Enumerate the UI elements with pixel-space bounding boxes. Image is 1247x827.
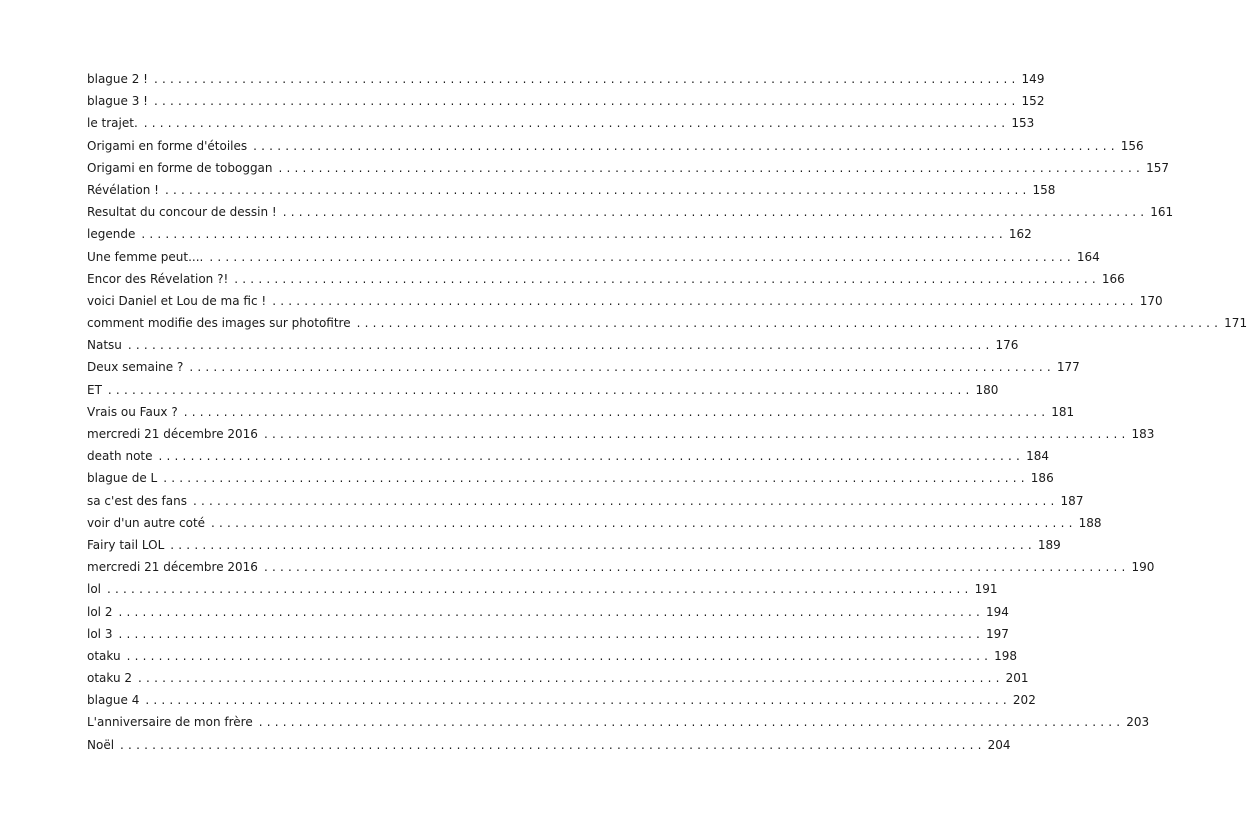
toc-entry-page-number: 171	[1224, 316, 1247, 331]
toc-entry-title: Vrais ou Faux ?	[87, 404, 178, 419]
toc-entry-page-number: 162	[1008, 227, 1032, 242]
toc-entry-title: blague de L	[87, 471, 158, 486]
toc-dot-leader: ............................................................................................................	[263, 427, 1130, 441]
toc-entry-page-number: 176	[995, 338, 1019, 353]
toc-entry-title: le trajet.	[87, 116, 138, 131]
toc-entry-page-number: 198	[994, 648, 1018, 663]
toc-entry-page-number: 158	[1032, 182, 1056, 197]
toc-entry-title: L'anniversaire de mon frère	[87, 715, 253, 730]
toc-entry-page-number: 197	[986, 626, 1009, 641]
toc-entry-page-number: 170	[1139, 293, 1163, 308]
toc-entry[interactable]	[87, 290, 1163, 312]
toc-entry-title: blague 4	[87, 693, 140, 708]
toc-dot-leader: ............................................................................................................	[170, 537, 1036, 552]
toc-dot-leader: ............................................................................................................	[211, 515, 1077, 530]
toc-entry-page-number: 157	[1146, 160, 1169, 175]
toc-dot-leader: ............................................................................................................	[138, 671, 1004, 686]
toc-dot-leader: ............................................................................................................	[356, 316, 1223, 331]
toc-dot-leader: ............................................................................................................	[189, 360, 1055, 375]
toc-entry-title: death note	[87, 449, 153, 464]
toc-dot-leader: ............................................................................................................	[126, 648, 993, 663]
toc-entry-title: legende	[87, 227, 136, 242]
toc-entry-title: mercredi 21 décembre 2016	[87, 427, 258, 441]
toc-entry-page-number: 149	[1021, 72, 1045, 86]
toc-entry[interactable]	[87, 623, 1009, 645]
toc-dot-leader: ............................................................................................................	[158, 449, 1025, 464]
toc-entry-title: Natsu	[87, 338, 122, 353]
toc-entry-page-number: 186	[1030, 471, 1054, 486]
toc-entry-page-number: 191	[974, 582, 998, 597]
toc-dot-leader: ............................................................................................................	[141, 227, 1007, 242]
toc-dot-leader: ............................................................................................................	[164, 182, 1031, 197]
toc-entry-title: Origami en forme d'étoiles	[87, 138, 248, 153]
toc-entry-page-number: 187	[1060, 493, 1084, 508]
toc-entry-title: sa c'est des fans	[87, 493, 187, 508]
toc-entry-title: lol 3	[87, 626, 113, 641]
toc-entry[interactable]	[87, 689, 1036, 711]
toc-entry[interactable]	[87, 268, 1125, 290]
toc-entry-page-number: 177	[1056, 360, 1080, 375]
toc-entry-page-number: 183	[1131, 427, 1155, 441]
toc-entry[interactable]	[87, 734, 1011, 756]
toc-entry-page-number: 156	[1120, 138, 1144, 153]
toc-dot-leader: ............................................................................................................	[263, 560, 1130, 575]
toc-dot-leader: ............................................................................................................	[118, 604, 985, 619]
toc-entry[interactable]	[87, 645, 1018, 667]
toc-dot-leader: ............................................................................................................	[145, 693, 1011, 708]
toc-entry-page-number: 164	[1076, 249, 1100, 264]
toc-entry[interactable]	[87, 135, 1144, 157]
toc-entry-title: otaku 2	[87, 671, 133, 686]
toc-entry[interactable]	[87, 445, 1049, 467]
toc-entry[interactable]	[87, 312, 1247, 334]
toc-entry[interactable]	[87, 334, 1019, 356]
toc-entry[interactable]	[87, 667, 1029, 689]
toc-entry-title: Deux semaine ?	[87, 360, 184, 375]
toc-entry-page-number: 152	[1021, 94, 1045, 109]
toc-entry[interactable]	[87, 578, 998, 600]
toc-entry-title: blague 3 !	[87, 94, 148, 109]
toc-entry-page-number: 202	[1012, 693, 1036, 708]
toc-entry-title: comment modifie des images sur photofitre	[87, 316, 351, 331]
toc-entry-page-number: 188	[1078, 515, 1102, 530]
toc-entry-title: voir d'un autre coté	[87, 515, 206, 530]
toc-entry[interactable]	[87, 68, 1045, 90]
toc-dot-leader: ............................................................................................................	[278, 160, 1145, 175]
toc-dot-leader: ............................................................................................................	[107, 382, 974, 397]
toc-dot-leader: ............................................................................................................	[153, 72, 1020, 86]
toc-entry-title: blague 2 !	[87, 72, 148, 86]
toc-dot-leader: ............................................................................................................	[209, 249, 1075, 264]
toc-entry-page-number: 184	[1026, 449, 1049, 464]
toc-dot-leader: ............................................................................................................	[282, 205, 1149, 220]
toc-dot-leader: ............................................................................................................	[272, 293, 1138, 308]
toc-entry[interactable]	[87, 246, 1100, 268]
toc-entry[interactable]	[87, 556, 1155, 578]
toc-entry[interactable]	[87, 512, 1102, 534]
toc-dot-leader: ............................................................................................................	[127, 338, 994, 353]
toc-entry-title: mercredi 21 décembre 2016	[87, 560, 258, 575]
toc-entry[interactable]	[87, 356, 1080, 378]
toc-dot-leader: ............................................................................................................	[143, 116, 1010, 131]
toc-entry-page-number: 189	[1037, 537, 1061, 552]
toc-entry-title: ET	[87, 382, 102, 397]
toc-entry-page-number: 153	[1011, 116, 1035, 131]
toc-entry-page-number: 190	[1131, 560, 1155, 575]
toc-entry-page-number: 201	[1005, 671, 1029, 686]
toc-dot-leader: ............................................................................................................	[192, 493, 1059, 508]
toc-entry-title: voici Daniel et Lou de ma fic !	[87, 293, 267, 308]
toc-entry[interactable]	[87, 467, 1054, 489]
toc-entry-page-number: 204	[987, 737, 1011, 752]
toc-dot-leader: ............................................................................................................	[118, 626, 985, 641]
toc-entry-page-number: 180	[975, 382, 999, 397]
toc-entry-title: Origami en forme de toboggan	[87, 160, 273, 175]
toc-dot-leader: ............................................................................................................	[120, 737, 986, 752]
toc-entry-title: Encor des Révelation ?!	[87, 271, 229, 286]
toc-entry-title: Fairy tail LOL	[87, 537, 165, 552]
toc-entry[interactable]	[87, 601, 1009, 623]
toc-entry[interactable]	[87, 201, 1174, 223]
toc-entry-page-number: 166	[1101, 271, 1125, 286]
toc-entry[interactable]	[87, 401, 1075, 423]
toc-entry-title: Noël	[87, 737, 115, 752]
toc-dot-leader: ............................................................................................................	[153, 94, 1020, 109]
table-of-contents	[87, 68, 1247, 756]
toc-dot-leader: ............................................................................................................	[163, 471, 1029, 486]
toc-dot-leader: ............................................................................................................	[234, 271, 1100, 286]
toc-entry[interactable]	[87, 157, 1169, 179]
toc-entry[interactable]	[87, 179, 1056, 201]
toc-entry-page-number: 203	[1126, 715, 1150, 730]
toc-entry-title: lol	[87, 582, 102, 597]
toc-entry[interactable]	[87, 112, 1035, 134]
toc-dot-leader: ............................................................................................................	[183, 404, 1050, 419]
toc-entry-page-number: 181	[1051, 404, 1075, 419]
toc-dot-leader: ............................................................................................................	[258, 715, 1125, 730]
toc-dot-leader: ............................................................................................................	[107, 582, 973, 597]
toc-entry-title: Une femme peut....	[87, 249, 204, 264]
toc-entry[interactable]	[87, 379, 999, 401]
toc-entry[interactable]	[87, 711, 1150, 733]
toc-entry-title: Révélation !	[87, 182, 159, 197]
toc-entry-page-number: 161	[1150, 205, 1174, 220]
toc-entry[interactable]	[87, 223, 1032, 245]
toc-entry-title: Resultat du concour de dessin !	[87, 205, 277, 220]
toc-entry-title: lol 2	[87, 604, 113, 619]
toc-entry[interactable]	[87, 423, 1155, 445]
toc-entry[interactable]	[87, 90, 1045, 112]
toc-entry-title: otaku	[87, 648, 121, 663]
toc-dot-leader: ............................................................................................................	[253, 138, 1119, 153]
toc-entry[interactable]	[87, 490, 1084, 512]
toc-entry[interactable]	[87, 534, 1061, 556]
toc-entry-page-number: 194	[986, 604, 1009, 619]
